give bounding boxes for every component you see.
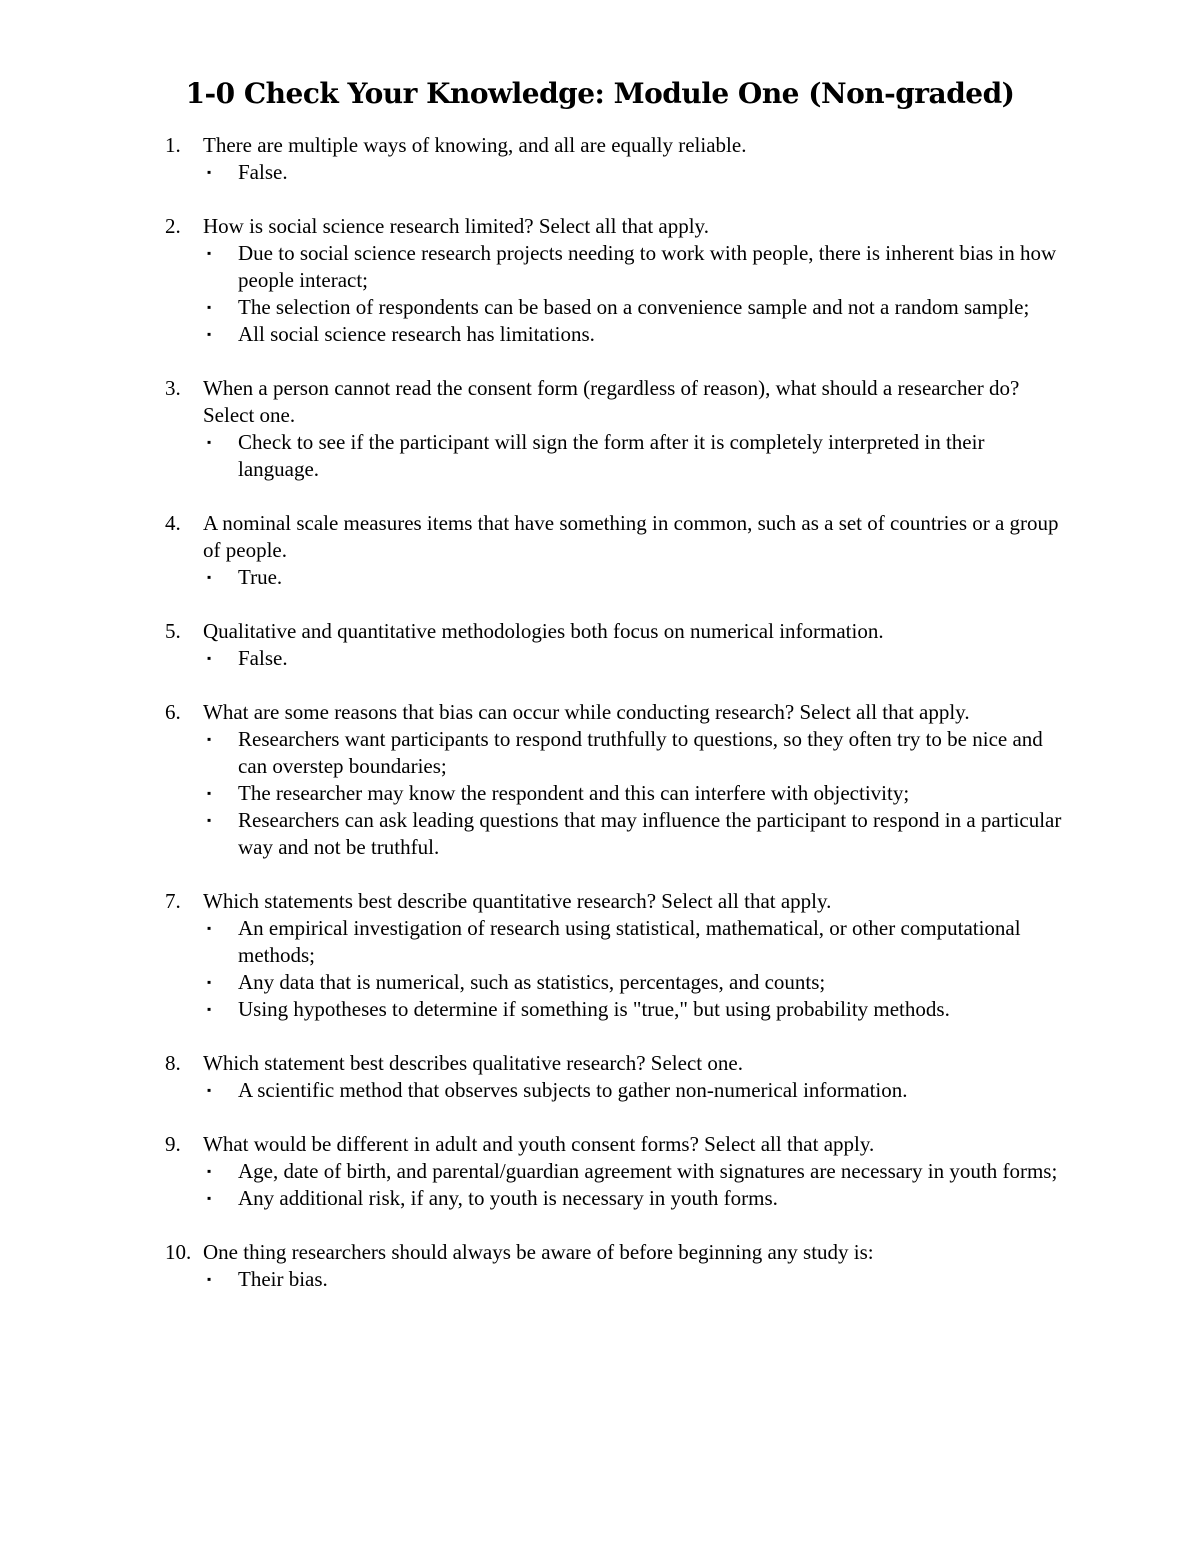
question-text: When a person cannot read the consent form (regardless of reason), what should a researcher do? Select one.: [203, 376, 1020, 427]
square-bullet-icon: ▪: [207, 921, 212, 935]
square-bullet-icon: ▪: [207, 1002, 212, 1016]
square-bullet-icon: ▪: [207, 327, 212, 341]
question-text: How is social science research limited? Select all that apply.: [203, 214, 709, 238]
answer-list: [203, 1158, 1065, 1212]
answer-item: [203, 1185, 1065, 1212]
question-text: There are multiple ways of knowing, and all are equally reliable.: [203, 133, 747, 157]
answer-text: Using hypotheses to determine if something is "true," but using probability methods.: [238, 997, 950, 1021]
answer-item: [203, 429, 1065, 483]
answer-item: [203, 564, 1065, 591]
question-text: One thing researchers should always be aware of before beginning any study is:: [203, 1240, 874, 1264]
question-list: [165, 132, 1065, 1320]
answer-text: Any additional risk, if any, to youth is necessary in youth forms.: [238, 1186, 778, 1210]
answer-item: [203, 726, 1065, 780]
square-bullet-icon: ▪: [207, 1272, 212, 1286]
answer-text: False.: [238, 646, 288, 670]
question-number: 10.: [165, 1240, 192, 1264]
answer-text: Researchers want participants to respond truthfully to questions, so they often try to be nice and can overstep boundaries;: [238, 727, 1043, 778]
square-bullet-icon: ▪: [207, 435, 212, 449]
answer-text: Any data that is numerical, such as statistics, percentages, and counts;: [238, 970, 826, 994]
square-bullet-icon: ▪: [207, 1083, 212, 1097]
question-item: [165, 1239, 1065, 1293]
square-bullet-icon: ▪: [207, 975, 212, 989]
answer-item: [203, 1266, 1065, 1293]
question-number: 8.: [165, 1051, 181, 1075]
square-bullet-icon: ▪: [207, 651, 212, 665]
answer-text: A scientific method that observes subjects to gather non-numerical information.: [238, 1078, 908, 1102]
answer-list: [203, 915, 1065, 1023]
answer-item: [203, 807, 1065, 861]
square-bullet-icon: ▪: [207, 570, 212, 584]
square-bullet-icon: ▪: [207, 246, 212, 260]
question-number: 6.: [165, 700, 181, 724]
question-text: Which statement best describes qualitative research? Select one.: [203, 1051, 743, 1075]
answer-item: [203, 159, 1065, 186]
square-bullet-icon: ▪: [207, 813, 212, 827]
answer-list: [203, 726, 1065, 861]
square-bullet-icon: ▪: [207, 165, 212, 179]
answer-text: Researchers can ask leading questions that may influence the participant to respond in a particular way and not be truthful.: [238, 808, 1062, 859]
question-number: 7.: [165, 889, 181, 913]
answer-list: [203, 564, 1065, 591]
answer-item: [203, 240, 1065, 294]
answer-item: [203, 321, 1065, 348]
answer-item: [203, 294, 1065, 321]
question-item: [165, 1050, 1065, 1104]
question-number: 2.: [165, 214, 181, 238]
answer-text: All social science research has limitations.: [238, 322, 595, 346]
question-text: A nominal scale measures items that have something in common, such as a set of countries or a group of people.: [203, 511, 1059, 562]
question-item: [165, 132, 1065, 186]
square-bullet-icon: ▪: [207, 786, 212, 800]
answer-item: [203, 996, 1065, 1023]
question-text: Which statements best describe quantitative research? Select all that apply.: [203, 889, 832, 913]
question-item: [165, 213, 1065, 348]
square-bullet-icon: ▪: [207, 1164, 212, 1178]
answer-list: [203, 240, 1065, 348]
answer-text: The selection of respondents can be based on a convenience sample and not a random sample;: [238, 295, 1030, 319]
question-text: Qualitative and quantitative methodologies both focus on numerical information.: [203, 619, 884, 643]
question-number: 3.: [165, 376, 181, 400]
question-text: What are some reasons that bias can occur while conducting research? Select all that apply.: [203, 700, 970, 724]
square-bullet-icon: ▪: [207, 300, 212, 314]
answer-item: [203, 1158, 1065, 1185]
question-number: 5.: [165, 619, 181, 643]
question-number: 1.: [165, 133, 181, 157]
answer-text: Check to see if the participant will sign the form after it is completely interpreted in their language.: [238, 430, 985, 481]
answer-item: [203, 969, 1065, 996]
answer-text: Their bias.: [238, 1267, 328, 1291]
answer-text: True.: [238, 565, 283, 589]
question-text: What would be different in adult and youth consent forms? Select all that apply.: [203, 1132, 875, 1156]
answer-list: [203, 1266, 1065, 1293]
question-number: 9.: [165, 1132, 181, 1156]
answer-text: The researcher may know the respondent and this can interfere with objectivity;: [238, 781, 910, 805]
question-item: [165, 618, 1065, 672]
answer-text: Age, date of birth, and parental/guardian agreement with signatures are necessary in youth forms;: [238, 1159, 1058, 1183]
answer-list: [203, 645, 1065, 672]
square-bullet-icon: ▪: [207, 1191, 212, 1205]
answer-item: [203, 645, 1065, 672]
document-title: 1-0 Check Your Knowledge: Module One (Non-graded): [185, 77, 1015, 110]
answer-list: [203, 429, 1065, 483]
question-number: 4.: [165, 511, 181, 535]
square-bullet-icon: ▪: [207, 732, 212, 746]
answer-text: Due to social science research projects needing to work with people, there is inherent bias in how people interact;: [238, 241, 1057, 292]
question-item: [165, 1131, 1065, 1212]
question-item: [165, 888, 1065, 1023]
answer-text: False.: [238, 160, 288, 184]
answer-item: [203, 915, 1065, 969]
answer-item: [203, 1077, 1065, 1104]
answer-list: [203, 1077, 1065, 1104]
answer-text: An empirical investigation of research using statistical, mathematical, or other computational methods;: [238, 916, 1021, 967]
question-item: [165, 510, 1065, 591]
question-item: [165, 699, 1065, 861]
question-item: [165, 375, 1065, 483]
answer-item: [203, 780, 1065, 807]
answer-list: [203, 159, 1065, 186]
